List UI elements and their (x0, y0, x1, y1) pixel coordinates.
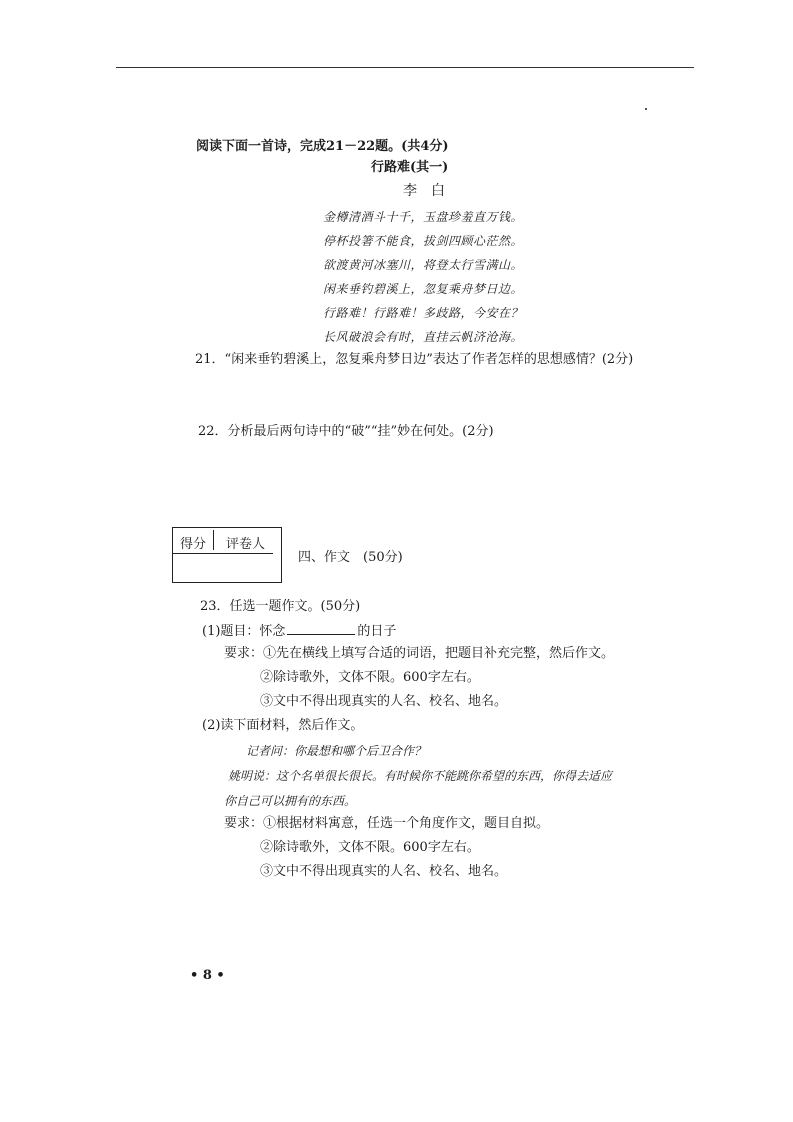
poem-line: 金樽清酒斗十千，玉盘珍羞直万钱。 (323, 210, 524, 224)
requirement-item: ③文中不得出现真实的人名、校名、地名。 (260, 864, 508, 879)
question-21: 21．“闲来垂钓碧溪上，忽复乘舟梦日边”表达了作者怎样的思想感情？(2分) (195, 352, 634, 367)
material-line: 姚明说：这个名单很长很长。有时候你不能跳你希望的东西，你得去适应 (228, 769, 613, 783)
top-rule (116, 67, 694, 68)
requirement-item: ②除诗歌外，文体不限。600字左右。 (260, 670, 480, 685)
requirement-item: ①先在横线上填写合适的词语，把题目补充完整，然后作文。 (263, 646, 615, 661)
requirement-label: 要求： (224, 816, 264, 831)
requirement-label: 要求： (224, 646, 264, 661)
poem-line: 行路难！行路难！多歧路，今安在？ (323, 306, 524, 320)
grader-label: 评卷人 (226, 537, 266, 552)
requirement-item: ③文中不得出现真实的人名、校名、地名。 (260, 694, 508, 709)
poem-title: 行路难(其一) (371, 160, 449, 175)
poem-line: 长风破浪会有时，直挂云帆济沧海。 (323, 330, 524, 344)
poem-line: 停杯投箸不能食，拔剑四顾心茫然。 (323, 234, 524, 248)
poem-author: 李 白 (403, 183, 445, 199)
material-line: 你自己可以拥有的东西。 (224, 794, 357, 808)
option-2-header: (2)读下面材料，然后作文。 (202, 718, 364, 733)
option-1-requirement-line (224, 646, 614, 662)
option-1-suffix: 的日子 (357, 624, 397, 639)
section-title: 四、作文 (50分) (298, 550, 403, 565)
question-23-header: 23．任选一题作文。(50分) (200, 599, 361, 614)
reading-instruction: 阅读下面一首诗，完成21－22题。(共4分) (196, 139, 449, 154)
option-2-requirement-line (224, 816, 549, 832)
page-number: • 8 • (190, 968, 225, 983)
option-1-title-line (202, 622, 396, 640)
scan-speck (645, 108, 647, 110)
requirement-item: ②除诗歌外，文体不限。600字左右。 (260, 840, 480, 855)
poem-line: 闲来垂钓碧溪上，忽复乘舟梦日边。 (323, 282, 524, 296)
title-blank (287, 622, 355, 635)
score-box-divider (213, 530, 214, 550)
score-label: 得分 (180, 537, 207, 552)
requirement-item: ①根据材料寓意，任选一个角度作文，题目自拟。 (263, 816, 550, 831)
option-1-prefix: (1)题目：怀念 (202, 624, 286, 639)
poem-line: 欲渡黄河冰塞川，将登太行雪满山。 (323, 258, 524, 272)
material-line: 记者问：你最想和哪个后卫合作？ (246, 744, 427, 758)
score-box (172, 527, 282, 583)
question-22: 22．分析最后两句诗中的“破”“挂”妙在何处。(2分) (198, 424, 494, 439)
